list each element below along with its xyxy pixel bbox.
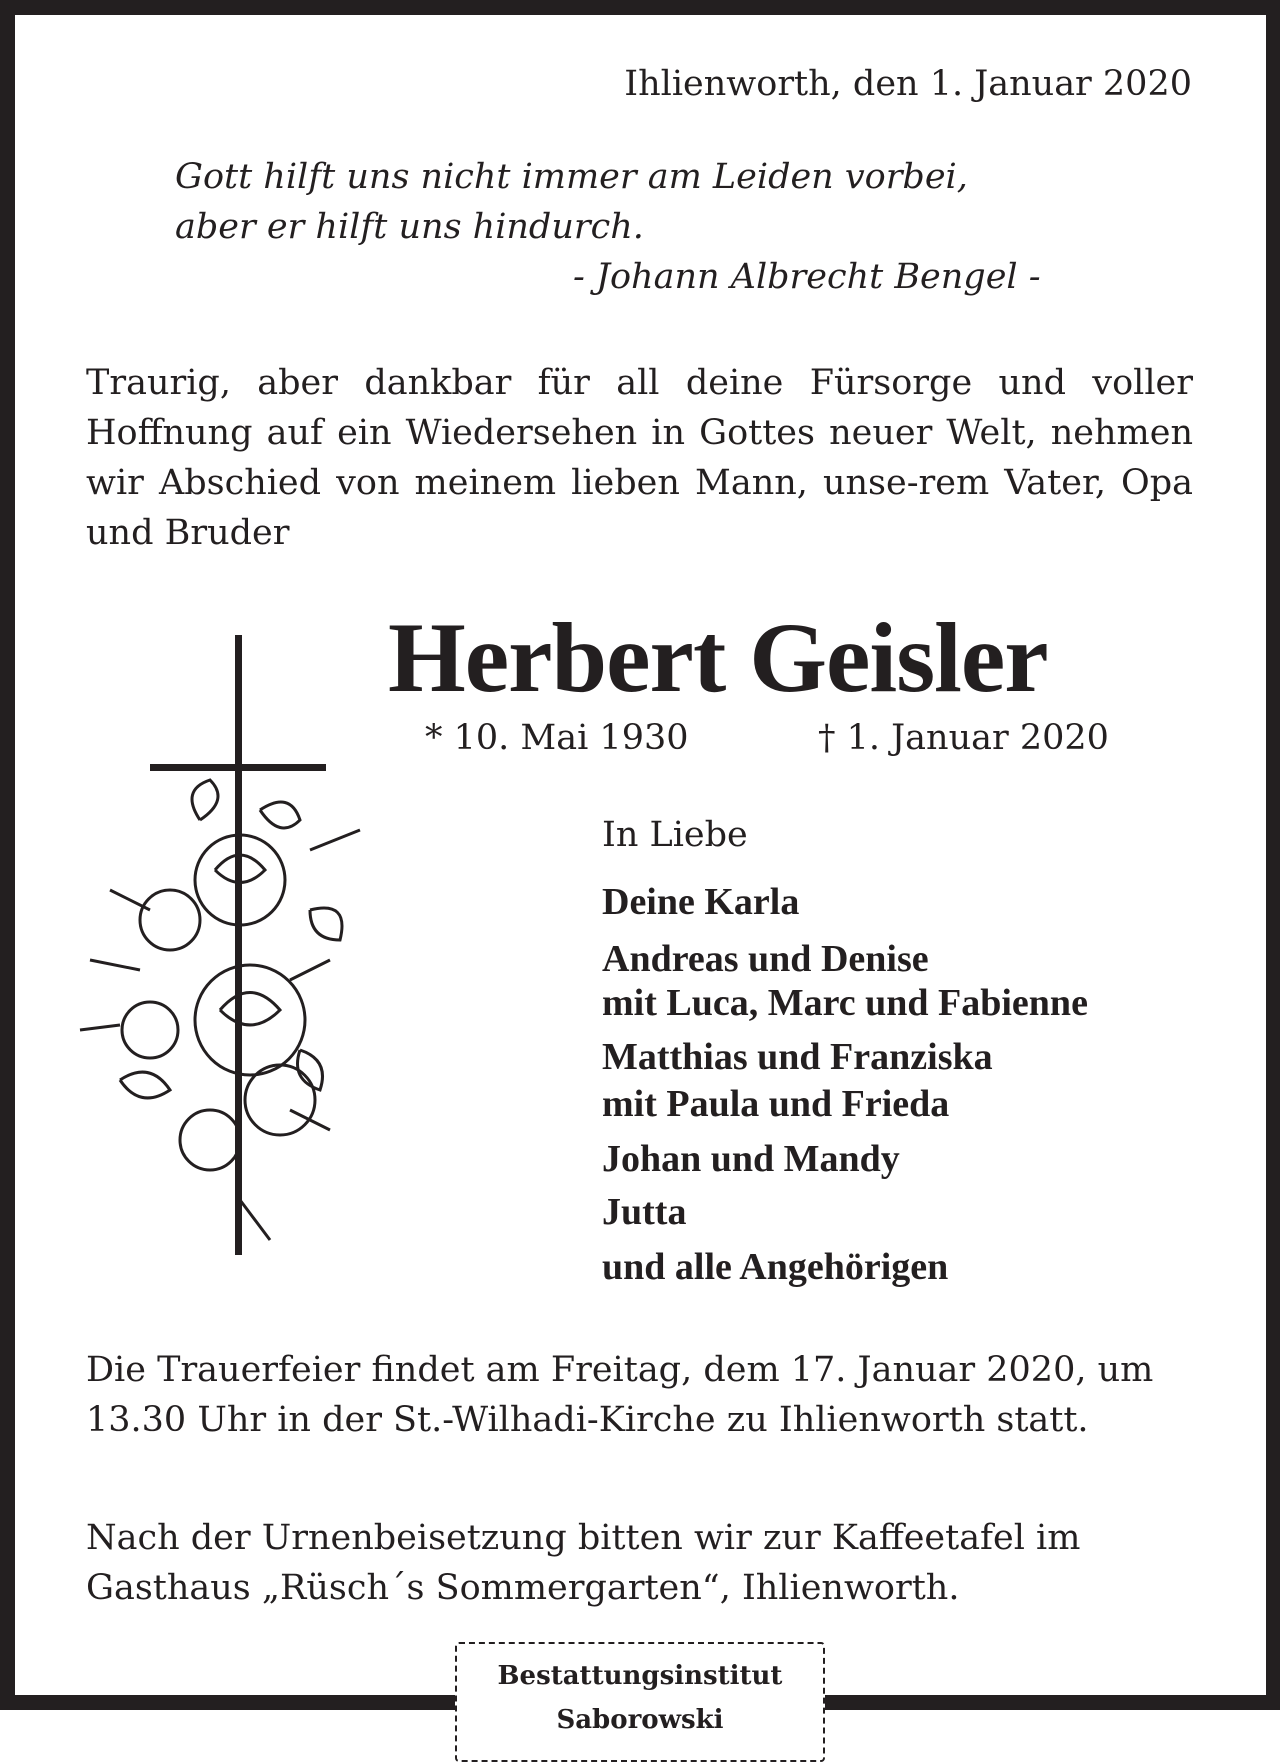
mourner: Matthias und Franziska bbox=[602, 1036, 993, 1078]
frame-border-right bbox=[1266, 0, 1280, 1710]
mourner: Andreas und Denise bbox=[602, 938, 929, 980]
mourner: und alle Angehörigen bbox=[602, 1246, 949, 1288]
quote-author: - Johann Albrecht Bengel - bbox=[573, 257, 1041, 297]
in-love-label: In Liebe bbox=[602, 815, 748, 855]
frame-border-bottom-left bbox=[0, 1695, 460, 1710]
deceased-name: Herbert Geisler bbox=[388, 602, 1048, 713]
mourner: Johan und Mandy bbox=[602, 1138, 900, 1180]
place-date: Ihlienworth, den 1. Januar 2020 bbox=[624, 64, 1192, 104]
quote-line-2: aber er hilft uns hindurch. bbox=[175, 207, 644, 247]
mourner: mit Luca, Marc und Fabienne bbox=[602, 982, 1088, 1024]
death-date: † 1. Januar 2020 bbox=[818, 718, 1109, 758]
intro-text: Traurig, aber dankbar für all deine Fürsorge und voller Hoffnung auf ein Wiedersehen in Gottes neuer Welt, nehmen wir Abschied von meinem lieben Mann, unse-rem Vater, Opa und Bruder bbox=[86, 363, 1193, 553]
cross-flowers-icon bbox=[50, 630, 370, 1270]
funeral-home-logo bbox=[455, 1642, 825, 1762]
funeral-home-line-2: Saborowski bbox=[556, 1705, 724, 1735]
frame-border-top bbox=[0, 0, 1280, 15]
mourner: Jutta bbox=[602, 1191, 687, 1233]
funeral-home-line-1: Bestattungsinstitut bbox=[497, 1661, 783, 1691]
service-info: Die Trauerfeier findet am Freitag, dem 17. Januar 2020, um 13.30 Uhr in der St.-Wilhadi-Kirche zu Ihlienworth statt. bbox=[86, 1350, 1154, 1440]
mourner: mit Paula und Frieda bbox=[602, 1083, 950, 1125]
reception-info: Nach der Urnenbeisetzung bitten wir zur Kaffeetafel im Gasthaus „Rüsch´s Sommergarten“, Ihlienworth. bbox=[86, 1518, 1081, 1608]
mourner: Deine Karla bbox=[602, 881, 800, 923]
frame-border-bottom-right bbox=[825, 1695, 1280, 1710]
quote-line-1: Gott hilft uns nicht immer am Leiden vorbei, bbox=[175, 157, 968, 197]
birth-date: * 10. Mai 1930 bbox=[425, 718, 689, 758]
frame-border-left bbox=[0, 0, 15, 1710]
